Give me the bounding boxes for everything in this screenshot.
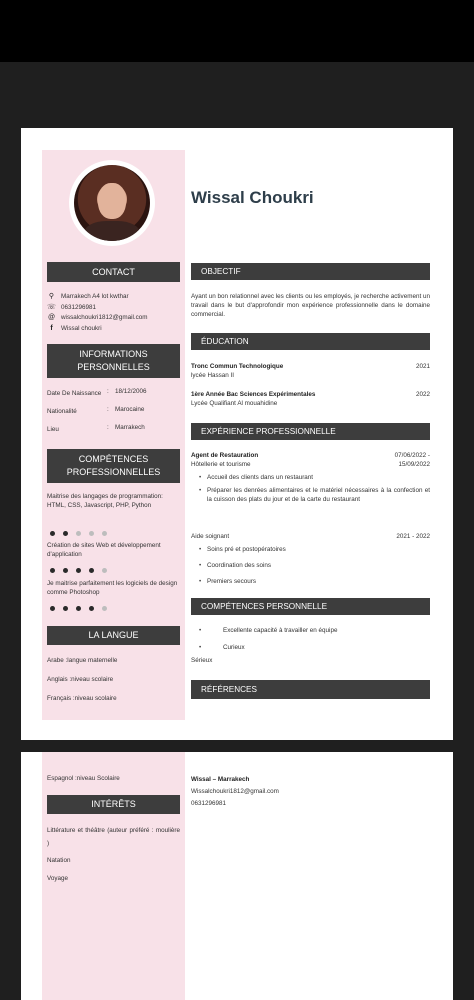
education-heading: ÉDUCATION — [191, 333, 430, 350]
address-text: Marrakech A4 lot kwthar — [61, 292, 129, 300]
skill-rating — [50, 531, 107, 536]
contact-phone — [47, 303, 96, 311]
rating-dot-empty — [102, 531, 107, 536]
education-item: Tronc Commun Technologique 2021 lycée Hassan II — [191, 363, 430, 379]
language-item: Arabe :langue maternelle — [47, 657, 118, 664]
cv-page-1 — [21, 128, 453, 740]
interest-item: Natation — [47, 857, 71, 864]
rating-dot-filled — [50, 568, 55, 573]
rating-dot-empty — [102, 568, 107, 573]
personal-skills-list — [191, 626, 430, 665]
personal-skills-heading: COMPÉTENCES PERSONNELLE — [191, 598, 430, 615]
pro-skills-heading: COMPÉTENCES PROFESSIONNELLES — [47, 449, 180, 483]
experience-job: Agent de Restauration 07/06/2022 - Hôtellerie et tourisme 15/09/2022 • Accueil des clients dans un restaurant • Préparer les denrées alimentaires et le matériel nécessaires à la confection et la cuisson des plats du jour et de la carte du restaurant — [191, 451, 430, 508]
rating-dot-filled — [63, 606, 68, 611]
skill-rating — [50, 568, 107, 573]
contact-email — [47, 314, 148, 321]
objective-heading: OBJECTIF — [191, 263, 430, 280]
language-item: Anglais :niveau scolaire — [47, 676, 114, 683]
reference-entry: Wissal – Marrakech Wissalchoukri1812@gmail.com 0631296981 — [191, 776, 279, 807]
contact-facebook — [47, 325, 102, 332]
pro-skill-item: Je maitrise parfaitement les logiciels de design comme Photoshop — [47, 580, 178, 596]
personal-skill-item: Sérieux — [191, 657, 213, 664]
phone-icon: ☏ — [47, 304, 56, 311]
personal-skill-item: • Excellente capacité à travailler en équipe — [191, 626, 430, 635]
pro-skill-item: Création de sites Web et développement d'application — [47, 542, 161, 558]
cv-page-2 — [21, 752, 453, 1000]
skill-rating — [50, 606, 107, 611]
location-pin-icon: ⚲ — [48, 293, 55, 300]
personal-skill-item: • Curieux — [191, 643, 430, 652]
rating-dot-filled — [89, 568, 94, 573]
experience-bullet: • Premiers secours — [191, 577, 430, 586]
experience-bullet: • Préparer les denrées alimentaires et le matériel nécessaires à la confection et la cuisson des plats du jour et de la carte du restaurant — [191, 486, 430, 504]
rating-dot-filled — [76, 568, 81, 573]
phone-text: 0631296981 — [61, 303, 97, 311]
facebook-text: Wissal choukri — [61, 325, 102, 332]
language-item: Espagnol :niveau Scolaire — [47, 775, 120, 782]
interest-item: Littérature et théâtre (auteur préféré : moulière ) — [47, 827, 180, 847]
interests-heading: INTÉRÊTS — [47, 795, 180, 814]
education-item: 1ère Année Bac Sciences Expérimentales 2022 Lycée Qualifiant Al mouahidine — [191, 391, 430, 407]
experience-bullet: • Soins pré et postopératoires — [191, 545, 430, 554]
experience-bullet: • Coordination des soins — [191, 561, 430, 570]
rating-dot-filled — [76, 606, 81, 611]
sidebar — [42, 752, 185, 1000]
language-heading: LA LANGUE — [47, 626, 180, 645]
interest-item: Voyage — [47, 875, 69, 882]
rating-dot-empty — [102, 606, 107, 611]
rating-dot-filled — [63, 531, 68, 536]
top-bar — [0, 0, 474, 62]
rating-dot-filled — [50, 531, 55, 536]
experience-heading: EXPÉRIENCE PROFESSIONNELLE — [191, 423, 430, 440]
rating-dot-filled — [89, 606, 94, 611]
rating-dot-filled — [50, 606, 55, 611]
candidate-name: Wissal Choukri — [191, 188, 314, 207]
references-heading: RÉFÉRENCES — [191, 680, 430, 699]
personal-info-heading: INFORMATIONS PERSONNELLES — [47, 344, 180, 378]
experience-job: Aide soignant 2021 - 2022 • Soins pré et postopératoires • Coordination des soins • Premiers secours — [191, 532, 430, 590]
profile-photo — [69, 160, 155, 246]
facebook-icon: f — [50, 325, 53, 332]
experience-bullet: • Accueil des clients dans un restaurant — [191, 473, 430, 482]
rating-dot-empty — [76, 531, 81, 536]
email-text: wissalchoukri1812@gmail.com — [61, 314, 148, 321]
contact-address — [47, 292, 129, 300]
sidebar: CONTACT ⚲ Marrakech A4 lot kwthar ☏ 0631296981 @ wissalchoukri1812@gmail.com f Wissal choukri INFORMATIONS PERSONNELLES Date De Naissance : 18/12/2006 Nationalité : Marocaine Lieu : Marrakech COMPÉTENCES PROFESSIONNELLES Maitrise des langages de programmation: HTML, CSS, Javascript, PHP, Python Création de sites Web et développement d'application Je maitrise parfaitement les logiciels de design comme Photoshop LA LANGUE Arabe :langue maternelle Anglais :niveau scolaire Français :niveau scolaire — [42, 150, 185, 720]
language-item: Français :niveau scolaire — [47, 695, 117, 702]
pro-skill-item: Maitrise des langages de programmation: HTML, CSS, Javascript, PHP, Python — [47, 493, 163, 509]
contact-heading: CONTACT — [47, 262, 180, 282]
rating-dot-empty — [89, 531, 94, 536]
objective-text: Ayant un bon relationnel avec les clients ou les employés, je recherche activement un travail dans le but d'approfondir mon expérience professionnelle dans le domaine commercial. — [191, 293, 430, 318]
at-sign-icon: @ — [47, 314, 56, 321]
rating-dot-filled — [63, 568, 68, 573]
